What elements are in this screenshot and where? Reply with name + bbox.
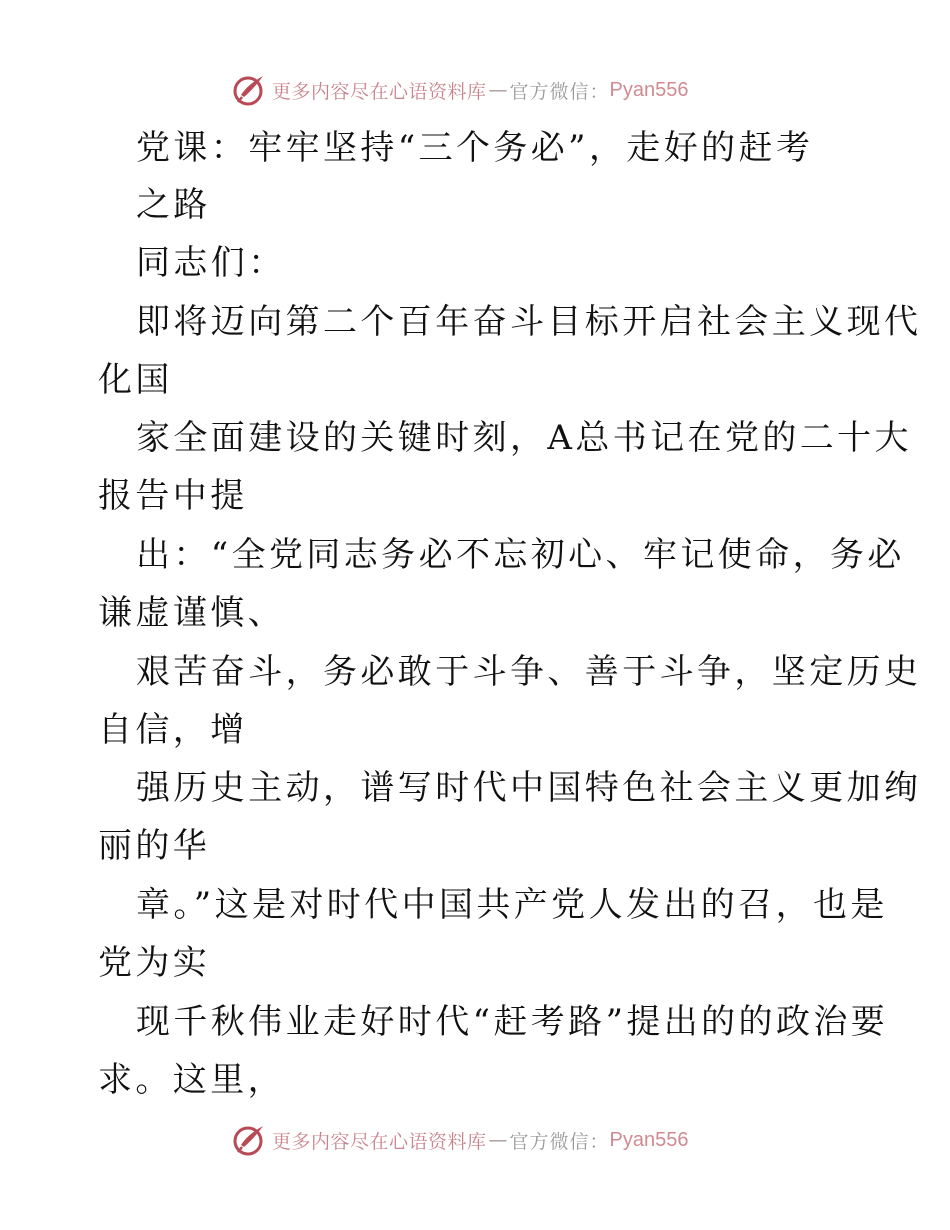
body-line: 艰苦奋斗，务必敢于斗争、善于斗争，坚定历史	[136, 652, 922, 692]
body-line: 谦虚谨慎、	[98, 593, 285, 633]
body-line: 化国	[98, 360, 173, 400]
quill-logo-icon	[232, 73, 266, 107]
body-line: 求。这里，	[98, 1060, 285, 1100]
quill-logo-icon	[232, 1123, 266, 1157]
body-line: 章。”这是对时代中国共产党人发出的召，也是	[136, 885, 888, 925]
body-line: 报告中提	[98, 476, 248, 516]
body-line: 强历史主动，谱写时代中国特色社会主义更加绚	[136, 768, 922, 808]
watermark-dash: —	[488, 79, 508, 101]
watermark-official: 官方微信：	[509, 1130, 610, 1153]
salutation: 同志们：	[136, 243, 286, 283]
watermark-official: 官方微信：	[509, 80, 610, 103]
title-line-2: 之路	[136, 185, 211, 225]
title-line-1: 党课：牢牢坚持“三个务必”，走好的赶考	[136, 128, 814, 168]
footer-watermark	[232, 1122, 712, 1158]
body-line: 即将迈向第二个百年奋斗目标开启社会主义现代	[136, 302, 922, 342]
watermark-id: Pyan556	[609, 1128, 689, 1151]
body-line: 自信，增	[98, 710, 248, 750]
watermark-text: 更多内容尽在心语资料库	[272, 1130, 487, 1153]
watermark-id: Pyan556	[609, 78, 689, 101]
body-line: 丽的华	[98, 826, 211, 866]
body-line: 现千秋伟业走好时代“赶考路”提出的的政治要	[136, 1002, 889, 1042]
header-watermark	[232, 72, 712, 108]
body-line: 家全面建设的关键时刻，A总书记在党的二十大	[136, 418, 912, 458]
body-line: 党为实	[98, 943, 211, 983]
watermark-text: 更多内容尽在心语资料库	[272, 80, 487, 103]
watermark-dash: —	[488, 1129, 508, 1151]
body-line: 出：“全党同志务必不忘初心、牢记使命，务必	[136, 535, 905, 575]
